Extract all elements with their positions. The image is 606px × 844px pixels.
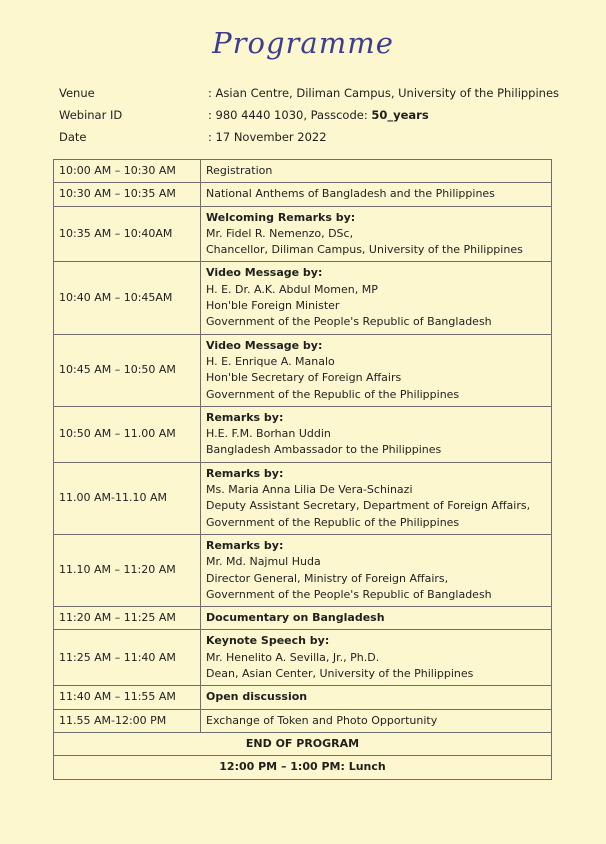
table-row — [54, 183, 552, 206]
event-info — [59, 84, 579, 150]
table-row — [54, 334, 552, 406]
session-line: H. E. Enrique A. Manalo — [206, 354, 335, 368]
time-cell: 11.00 AM-11.10 AM — [54, 462, 201, 534]
session-line: Government of the People's Republic of Bangladesh — [206, 587, 492, 601]
time-cell: 10:00 AM – 10:30 AM — [54, 160, 201, 183]
time-cell: 10:40 AM – 10:45AM — [54, 262, 201, 334]
time-cell: 11:25 AM – 11:40 AM — [54, 630, 201, 686]
session-heading: Remarks by: — [206, 466, 284, 480]
session-heading: Video Message by: — [206, 338, 323, 352]
description-cell — [201, 534, 552, 606]
session-line: Director General, Ministry of Foreign Affairs, — [206, 571, 449, 585]
info-label: Venue — [59, 86, 95, 100]
session-line: H.E. F.M. Borhan Uddin — [206, 427, 331, 441]
info-value — [208, 84, 559, 102]
table-row — [54, 406, 552, 462]
description-cell — [201, 183, 552, 206]
session-line: Ms. Maria Anna Lilia De Vera-Schinazi — [206, 483, 413, 497]
full-width-cell: 12:00 PM – 1:00 PM: Lunch — [54, 756, 552, 779]
session-line: National Anthems of Bangladesh and the Philippines — [206, 187, 495, 201]
info-row-date — [59, 128, 579, 150]
session-line: H. E. Dr. A.K. Abdul Momen, MP — [206, 282, 378, 296]
session-line: Mr. Henelito A. Sevilla, Jr., Ph.D. — [206, 650, 380, 664]
table-row — [54, 686, 552, 709]
info-value — [208, 106, 429, 124]
session-line: Government of the Republic of the Philippines — [206, 387, 460, 401]
info-row-webinar-id — [59, 106, 579, 128]
session-line: Chancellor, Diliman Campus, University of the Philippines — [206, 243, 523, 257]
table-row — [54, 607, 552, 630]
info-value-text: : Asian Centre, Diliman Campus, University of the Philippines — [208, 86, 560, 100]
description-cell — [201, 462, 552, 534]
lunch-row — [54, 756, 552, 779]
time-cell: 11:40 AM – 11:55 AM — [54, 686, 201, 709]
session-line: Government of the People's Republic of Bangladesh — [206, 315, 492, 329]
session-heading: Welcoming Remarks by: — [206, 210, 356, 224]
session-line: Exchange of Token and Photo Opportunity — [206, 713, 438, 727]
end-of-program-row — [54, 732, 552, 755]
table-row — [54, 206, 552, 262]
info-value-text: : 17 November 2022 — [208, 130, 327, 144]
session-line: Mr. Fidel R. Nemenzo, DSc, — [206, 226, 354, 240]
description-cell — [201, 607, 552, 630]
session-line: Hon'ble Foreign Minister — [206, 299, 340, 313]
time-cell: 10:30 AM – 10:35 AM — [54, 183, 201, 206]
session-line: Registration — [206, 164, 273, 177]
full-width-cell: END OF PROGRAM — [54, 732, 552, 755]
session-line: Government of the Republic of the Philippines — [206, 515, 460, 529]
description-cell — [201, 334, 552, 406]
description-cell — [201, 206, 552, 262]
info-label: Date — [59, 130, 87, 144]
info-value-text: : 980 4440 1030, Passcode: — [208, 108, 372, 122]
session-line: Deputy Assistant Secretary, Department of Foreign Affairs, — [206, 499, 531, 513]
session-line: Bangladesh Ambassador to the Philippines — [206, 443, 442, 457]
table-row — [54, 462, 552, 534]
session-heading: Documentary on Bangladesh — [206, 611, 385, 625]
table-row — [54, 630, 552, 686]
session-line: Mr. Md. Najmul Huda — [206, 555, 321, 569]
info-value — [208, 128, 327, 146]
info-label: Webinar ID — [59, 108, 123, 122]
description-cell — [201, 262, 552, 334]
info-row-venue — [59, 84, 579, 106]
passcode-value: 50_years — [371, 108, 429, 122]
time-cell: 11:20 AM – 11:25 AM — [54, 607, 201, 630]
description-cell — [201, 709, 552, 732]
time-cell: 10:45 AM – 10:50 AM — [54, 334, 201, 406]
time-cell: 11.10 AM – 11:20 AM — [54, 534, 201, 606]
session-line: Dean, Asian Center, University of the Philippines — [206, 667, 474, 681]
time-cell: 10:35 AM – 10:40AM — [54, 206, 201, 262]
table-row — [54, 534, 552, 606]
description-cell — [201, 686, 552, 709]
session-heading: Keynote Speech by: — [206, 634, 330, 648]
description-cell — [201, 630, 552, 686]
programme-table — [53, 159, 552, 780]
page-title: Programme — [212, 26, 394, 60]
table-row — [54, 160, 552, 183]
time-cell: 10:50 AM – 11.00 AM — [54, 406, 201, 462]
description-cell — [201, 406, 552, 462]
time-cell: 11.55 AM-12:00 PM — [54, 709, 201, 732]
session-line: Hon'ble Secretary of Foreign Affairs — [206, 371, 402, 385]
session-heading: Open discussion — [206, 690, 308, 704]
session-heading: Video Message by: — [206, 266, 323, 280]
table-row — [54, 262, 552, 334]
session-heading: Remarks by: — [206, 410, 284, 424]
table-row — [54, 709, 552, 732]
session-heading: Remarks by: — [206, 538, 284, 552]
description-cell — [201, 160, 552, 183]
